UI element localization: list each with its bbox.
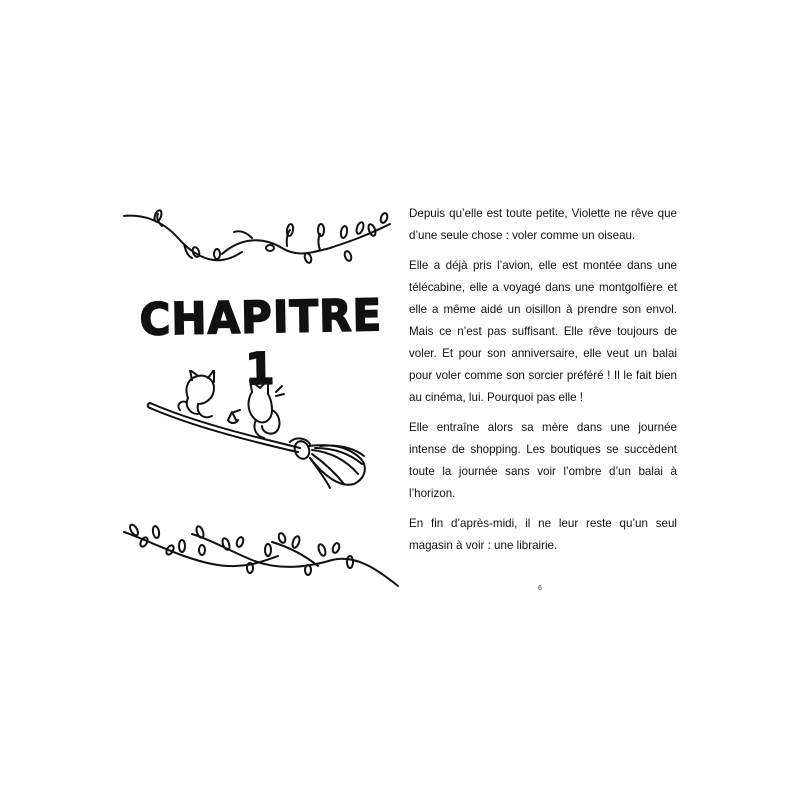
vine-ornament-bottom — [122, 522, 402, 592]
vine-ornament-top — [122, 208, 394, 270]
paragraph-4: En fin d’après-midi, il ne leur reste qu’un seul magasin à voir : une librairie. — [409, 517, 677, 552]
broom-with-cats-illustration — [140, 370, 390, 500]
chapter-text — [409, 203, 677, 565]
page-number: 6 — [538, 585, 542, 592]
paragraph-1: Depuis qu’elle est toute petite, Violette ne rêve que d’une seule chose : voler comme un oiseau. — [409, 207, 677, 242]
chapter-opening — [110, 200, 400, 600]
paragraph-2: Elle a déjà pris l’avion, elle est montée dans une télécabine, elle a voyagé dans une montgolfière et elle a même aidé un oisillon à prendre son envol. Mais ce n’est pas suffisant. Elle rêve toujours de voler. Et pour son anniversaire, elle veut un balai pour voler comme son sorcier préféré ! Il le fait bien au cinéma, lui. Pourquoi pas elle ! — [409, 259, 677, 404]
chapter-title: CHAPITRE 1 — [139, 289, 383, 395]
paragraph-3: Elle entraîne alors sa mère dans une journée intense de shopping. Les boutiques se succèdent toute la journée sans voir l’ombre d’un balai à l’horizon. — [409, 421, 677, 500]
